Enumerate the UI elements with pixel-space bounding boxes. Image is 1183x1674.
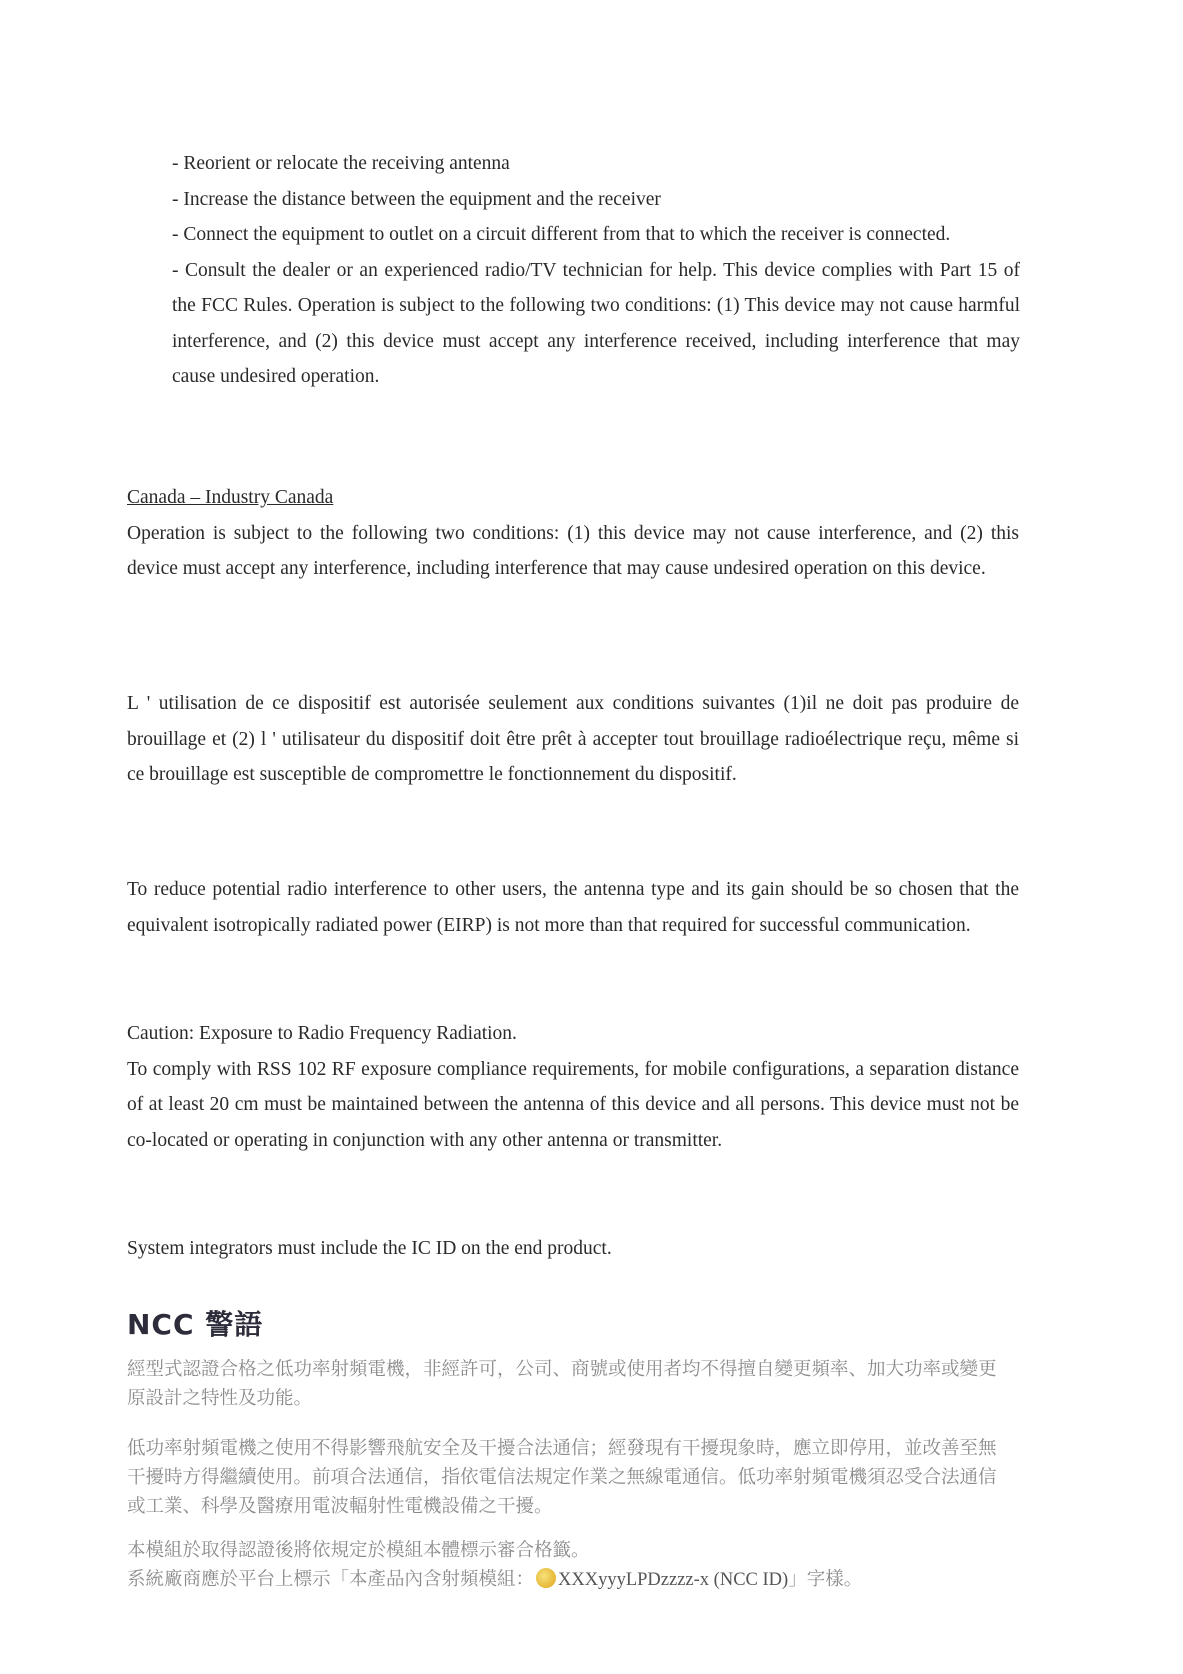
ncc-paragraph-1: [127, 1355, 1012, 1413]
bullet-increase-distance: - Increase the distance between the equipment and the receiver: [172, 188, 661, 210]
fcc-bullet-list: [172, 146, 1020, 395]
integrators-paragraph: System integrators must include the IC ID on the end product.: [127, 1238, 612, 1259]
caution-paragraph: To comply with RSS 102 RF exposure compliance requirements, for mobile configurations, a separation distance of at least 20 cm must be maintained between the antenna of this device and all persons. This device must not be co-located or operating in conjunction with any other antenna or transmitter.: [127, 1058, 1019, 1151]
bullet-reorient: - Reorient or relocate the receiving antenna: [172, 153, 510, 174]
canada-heading: Canada – Industry Canada: [127, 487, 334, 508]
ncc-para4: [127, 1565, 1012, 1595]
ncc-id-sample: XXXyyyLPDzzzz-x (NCC ID): [558, 1570, 789, 1590]
canada-paragraph: Operation is subject to the following two conditions: (1) this device may not cause interference, and (2) this device must accept any interference, including interference that may cause undesired operation on this device.: [127, 522, 1019, 579]
ncc-para1-text: 經型式認證合格之低功率射頻電機，非經許可，公司、商號或使用者均不得擅自變更頻率、加大功率或變更原設計之特性及功能。: [127, 1359, 997, 1409]
ncc-title: NCC 警語: [127, 1308, 264, 1341]
antenna-paragraph: To reduce potential radio interference to other users, the antenna type and its gain should be so chosen that the equivalent isotropically radiated power (EIRP) is not more than that required for successful communication.: [127, 879, 1019, 936]
caution-title: Caution: Exposure to Radio Frequency Radiation.: [127, 1023, 517, 1044]
canada-section: [127, 480, 1019, 587]
french-section: [127, 686, 1019, 793]
caution-section: [127, 1016, 1019, 1158]
french-paragraph: L ' utilisation de ce dispositif est autorisée seulement aux conditions suivantes (1)il ne doit pas produire de brouillage et (2) l ' utilisateur du dispositif doit être prêt à accepter tout brouillage radioélectrique reçu, même si ce brouillage est susceptible de compromettre le fonctionnement du dispositif.: [127, 693, 1019, 785]
ncc-para3-text: 本模組於取得認證後將依規定於模組本體標示審合格籤。: [127, 1540, 590, 1561]
ncc-para4-prefix: 系統廠商應於平台上標示「本產品內含射頻模組：: [127, 1569, 535, 1590]
ncc-para4-suffix: 」字樣。: [788, 1569, 863, 1590]
antenna-section: [127, 872, 1019, 943]
bullet-consult-dealer: - Consult the dealer or an experienced radio/TV technician for help. This device complies with Part 15 of the FCC Rules. Operation is subject to the following two conditions: (1) This device may not cause harmful interference, and (2) this device must accept any interference received, including interference that may cause undesired operation.: [172, 259, 1020, 387]
bullet-connect-outlet: - Connect the equipment to outlet on a circuit different from that to which the receiver is connected.: [172, 224, 951, 245]
ncc-para2-text: 低功率射頻電機之使用不得影響飛航安全及干擾合法通信；經發現有干擾現象時，應立即停用，並改善至無干擾時方得繼續使用。前項合法通信，指依電信法規定作業之無線電通信。低功率射頻電機須忍受合法通信或工業、科學及醫療用電波輻射性電機設備之干擾。: [127, 1438, 997, 1517]
ncc-paragraph-3: [127, 1536, 1012, 1595]
ncc-logo-icon: [536, 1568, 556, 1588]
integrators-section: [127, 1231, 1019, 1267]
ncc-paragraph-2: [127, 1434, 1012, 1521]
